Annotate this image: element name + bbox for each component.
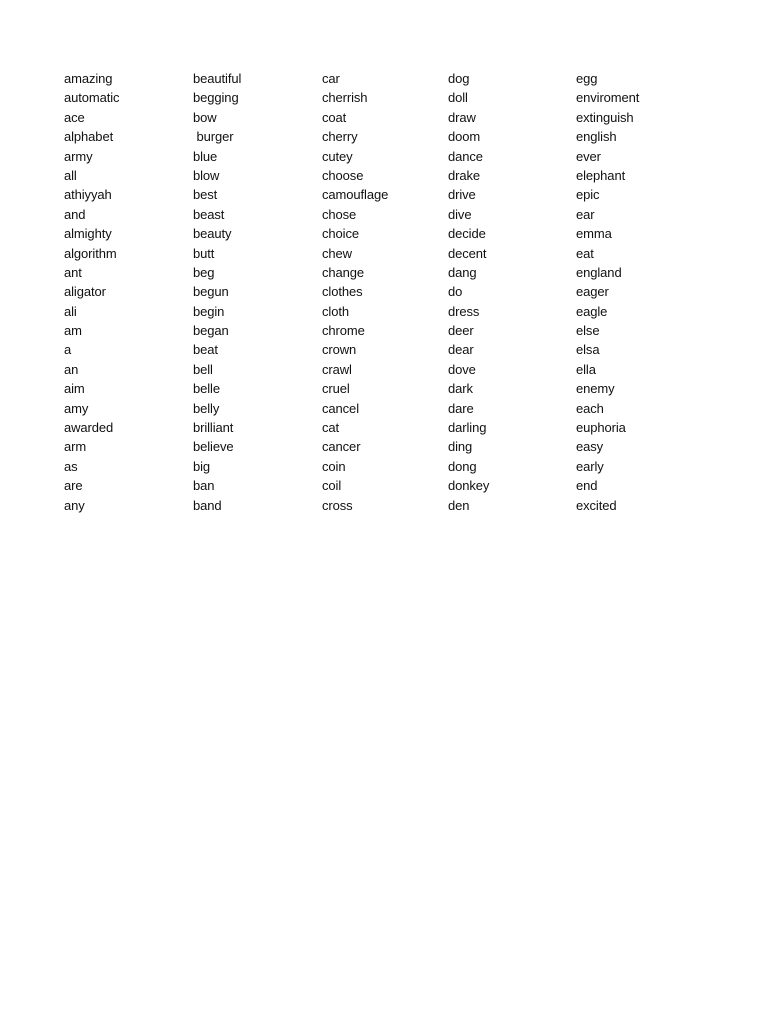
word-item: and bbox=[64, 206, 86, 222]
word-item: ant bbox=[64, 264, 82, 280]
word-item: eagle bbox=[576, 303, 608, 319]
word-item: excited bbox=[576, 497, 617, 513]
word-item: ella bbox=[576, 361, 596, 377]
word-item: enviroment bbox=[576, 90, 640, 106]
word-item: do bbox=[448, 284, 463, 300]
word-item: cancer bbox=[322, 439, 361, 455]
word-item: coin bbox=[322, 458, 346, 474]
word-item: doll bbox=[448, 90, 468, 106]
word-item: amazing bbox=[64, 71, 113, 86]
word-item: best bbox=[193, 187, 218, 203]
word-item: brilliant bbox=[193, 420, 234, 436]
word-item: aligator bbox=[64, 284, 106, 300]
word-item: amy bbox=[64, 400, 89, 416]
word-item: ban bbox=[193, 478, 215, 494]
word-item: elephant bbox=[576, 167, 626, 183]
word-item: england bbox=[576, 264, 622, 280]
word-item: decide bbox=[448, 226, 486, 242]
word-item: dare bbox=[448, 400, 474, 416]
word-item: began bbox=[193, 323, 229, 339]
word-column-c bbox=[322, 69, 388, 515]
word-item: all bbox=[64, 167, 77, 183]
word-item: army bbox=[64, 148, 93, 164]
word-item: beat bbox=[193, 342, 218, 358]
word-item: dong bbox=[448, 458, 477, 474]
word-item: dog bbox=[448, 71, 470, 86]
word-item: are bbox=[64, 478, 83, 494]
word-item: emma bbox=[576, 226, 612, 242]
word-item: eat bbox=[576, 245, 594, 261]
word-column-b bbox=[193, 69, 241, 515]
word-item: burger bbox=[193, 129, 234, 145]
word-item: choice bbox=[322, 226, 359, 242]
word-item: dear bbox=[448, 342, 474, 358]
word-item: dress bbox=[448, 303, 480, 319]
word-item: beauty bbox=[193, 226, 232, 242]
word-item: deer bbox=[448, 323, 474, 339]
word-item: begin bbox=[193, 303, 225, 319]
word-item: automatic bbox=[64, 90, 120, 106]
word-item: beautiful bbox=[193, 71, 242, 86]
word-item: coil bbox=[322, 478, 342, 494]
word-item: change bbox=[322, 264, 365, 280]
word-item: ali bbox=[64, 303, 77, 319]
word-item: cross bbox=[322, 497, 353, 513]
word-item: euphoria bbox=[576, 420, 626, 436]
word-item: dove bbox=[448, 361, 476, 377]
word-item: cherrish bbox=[322, 90, 368, 106]
word-item: belle bbox=[193, 381, 220, 397]
word-item: chew bbox=[322, 245, 352, 261]
word-item: any bbox=[64, 497, 85, 513]
word-item: athiyyah bbox=[64, 187, 112, 203]
word-item: a bbox=[64, 342, 72, 358]
word-item: alphabet bbox=[64, 129, 114, 145]
word-item: easy bbox=[576, 439, 604, 455]
word-item: ding bbox=[448, 439, 473, 455]
word-item: ear bbox=[576, 206, 595, 222]
word-item: eager bbox=[576, 284, 609, 300]
word-item: end bbox=[576, 478, 598, 494]
word-item: beast bbox=[193, 206, 225, 222]
word-item: cat bbox=[322, 420, 340, 436]
word-item: dive bbox=[448, 206, 472, 222]
word-item: cloth bbox=[322, 303, 349, 319]
word-item: elsa bbox=[576, 342, 600, 358]
word-item: chrome bbox=[322, 323, 365, 339]
word-item: belly bbox=[193, 400, 220, 416]
word-item: cherry bbox=[322, 129, 358, 145]
word-item: cancel bbox=[322, 400, 359, 416]
word-item: draw bbox=[448, 109, 476, 125]
word-item: drake bbox=[448, 167, 481, 183]
word-item: band bbox=[193, 497, 222, 513]
word-item: camouflage bbox=[322, 187, 389, 203]
word-item: extinguish bbox=[576, 109, 634, 125]
word-item: aim bbox=[64, 381, 85, 397]
word-item: epic bbox=[576, 187, 600, 203]
word-item: else bbox=[576, 323, 600, 339]
word-item: drive bbox=[448, 187, 476, 203]
word-item: ace bbox=[64, 109, 85, 125]
word-item: dang bbox=[448, 264, 477, 280]
word-item: donkey bbox=[448, 478, 490, 494]
word-item: decent bbox=[448, 245, 487, 261]
word-item: english bbox=[576, 129, 617, 145]
word-item: butt bbox=[193, 245, 215, 261]
word-item: believe bbox=[193, 439, 234, 455]
word-item: crown bbox=[322, 342, 357, 358]
word-item: each bbox=[576, 400, 604, 416]
word-item: blue bbox=[193, 148, 218, 164]
word-item: arm bbox=[64, 439, 87, 455]
word-item: coat bbox=[322, 109, 347, 125]
word-item: doom bbox=[448, 129, 481, 145]
word-item: begging bbox=[193, 90, 239, 106]
word-item: clothes bbox=[322, 284, 363, 300]
word-item: bell bbox=[193, 361, 213, 377]
word-item: am bbox=[64, 323, 82, 339]
word-item: awarded bbox=[64, 420, 114, 436]
word-item: blow bbox=[193, 167, 220, 183]
word-item: choose bbox=[322, 167, 364, 183]
word-item: bow bbox=[193, 109, 217, 125]
word-item: beg bbox=[193, 264, 215, 280]
word-item: as bbox=[64, 458, 78, 474]
word-column-e bbox=[576, 69, 639, 515]
word-item: crawl bbox=[322, 361, 352, 377]
word-column-a bbox=[64, 69, 119, 515]
word-item: enemy bbox=[576, 381, 615, 397]
word-item: an bbox=[64, 361, 79, 377]
word-item: early bbox=[576, 458, 604, 474]
word-item: almighty bbox=[64, 226, 112, 242]
word-item: dark bbox=[448, 381, 473, 397]
word-item: car bbox=[322, 71, 340, 86]
word-item: den bbox=[448, 497, 470, 513]
word-column-d bbox=[448, 69, 489, 515]
word-item: egg bbox=[576, 71, 598, 86]
word-item: algorithm bbox=[64, 245, 117, 261]
word-item: begun bbox=[193, 284, 229, 300]
word-item: chose bbox=[322, 206, 357, 222]
word-item: ever bbox=[576, 148, 601, 164]
word-item: dance bbox=[448, 148, 483, 164]
word-item: cruel bbox=[322, 381, 350, 397]
word-item: big bbox=[193, 458, 211, 474]
word-item: cutey bbox=[322, 148, 353, 164]
word-item: darling bbox=[448, 420, 487, 436]
